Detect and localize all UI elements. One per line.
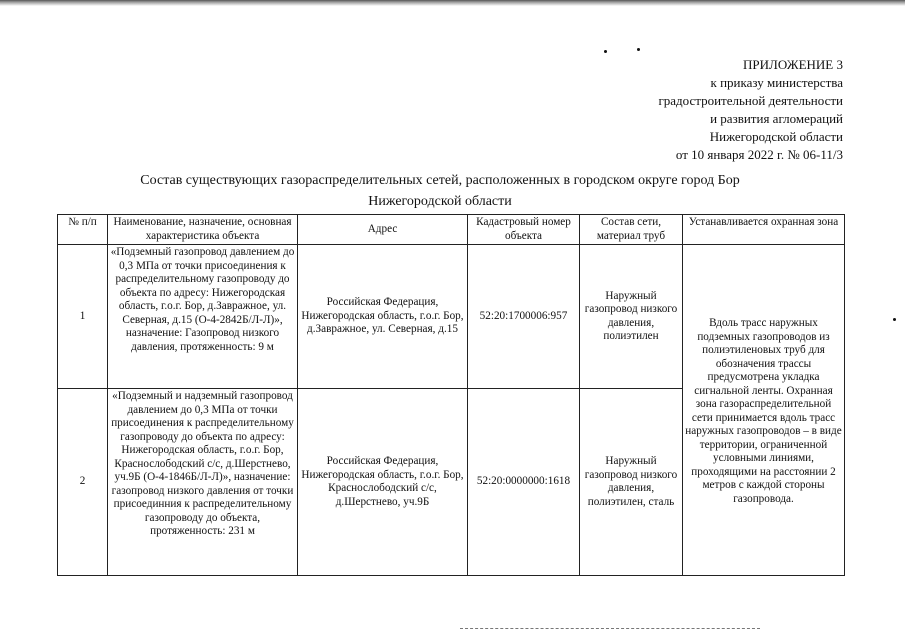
cadastral-number: 52:20:1700006:957 (468, 245, 580, 389)
scan-artifact-top-edge (0, 0, 905, 6)
appendix-line: к приказу министерства (710, 75, 843, 90)
object-address: Российская Федерация, Нижегородская область, г.о.г. Бор, д.Завражное, ул. Северная, д.15 (298, 245, 468, 389)
cadastral-number: 52:20:0000000:1618 (468, 389, 580, 576)
object-address: Российская Федерация, Нижегородская область, г.о.г. Бор, Краснослободский с/с, д.Шерстнево, уч.9Б (298, 389, 468, 576)
appendix-line: от 10 января 2022 г. № 06-11/3 (675, 147, 843, 162)
header-cadastral-number: Кадастровый номер объекта (468, 215, 580, 245)
network-composition: Наружный газопровод низкого давления, полиэтилен, сталь (580, 389, 683, 576)
protection-zone-description: Вдоль трасс наружных подземных газопроводов из полиэтиленовых труб для обозначения трассы предусмотрена укладка сигнальной ленты. Охранная зона газораспределительной сети принимается вдоль трасс наружных газопроводов – в виде территории, ограниченной условными линиями, проходящими на расстоянии 2 метров с каждой стороны газопровода. (683, 245, 845, 576)
table-row (58, 245, 845, 389)
header-protection-zone: Устанавливается охранная зона (683, 215, 845, 245)
object-description: «Подземный газопровод давлением до 0,3 МПа от точки присоединения к распределительному газопроводу до объекта по адресу: Нижегородская область, г.о.г. Бор, д.Завражное, ул. Северная, д.15 (О-4-2842Б/Л-Л)», назначение: Газопровод низкого давления, протяженность: 9 м (108, 245, 298, 389)
appendix-line: Нижегородской области (709, 129, 843, 144)
scan-artifact-dot (637, 48, 640, 51)
appendix-header (603, 56, 843, 164)
scan-artifact-dot (893, 318, 896, 321)
row-number: 1 (58, 245, 108, 389)
appendix-line: градостроительной деятельности (658, 93, 843, 108)
network-composition: Наружный газопровод низкого давления, полиэтилен (580, 245, 683, 389)
header-address: Адрес (298, 215, 468, 245)
gas-network-table (57, 214, 845, 576)
appendix-line: ПРИЛОЖЕНИЕ 3 (743, 57, 843, 72)
object-description: «Подземный и надземный газопровод давлением до 0,3 МПа от точки присоединения к распределительному газопроводу до объекта по адресу: Нижегородская область, г.о.г. Бор, Краснослободский с/с, д.Шерстнево, уч.9Б (О-4-1846Б/Л-Л)», назначение: газопровод низкого давления от точки присоединния к распределительному газопроводу до объекта, протяженность: 231 м (108, 389, 298, 576)
row-number: 2 (58, 389, 108, 576)
header-number: № п/п (58, 215, 108, 245)
table-header-row (58, 215, 845, 245)
header-network-composition: Состав сети, материал труб (580, 215, 683, 245)
document-title (110, 170, 770, 212)
header-object-name: Наименование, назначение, основная характеристика объекта (108, 215, 298, 245)
scan-artifact-bottom-edge (460, 628, 760, 631)
document-title-line: Состав существующих газораспределительных сетей, расположенных в городском округе город Бор (140, 173, 740, 188)
appendix-line: и развития агломераций (710, 111, 843, 126)
document-title-line: Нижегородской области (368, 194, 512, 209)
scan-artifact-dot (604, 50, 607, 53)
